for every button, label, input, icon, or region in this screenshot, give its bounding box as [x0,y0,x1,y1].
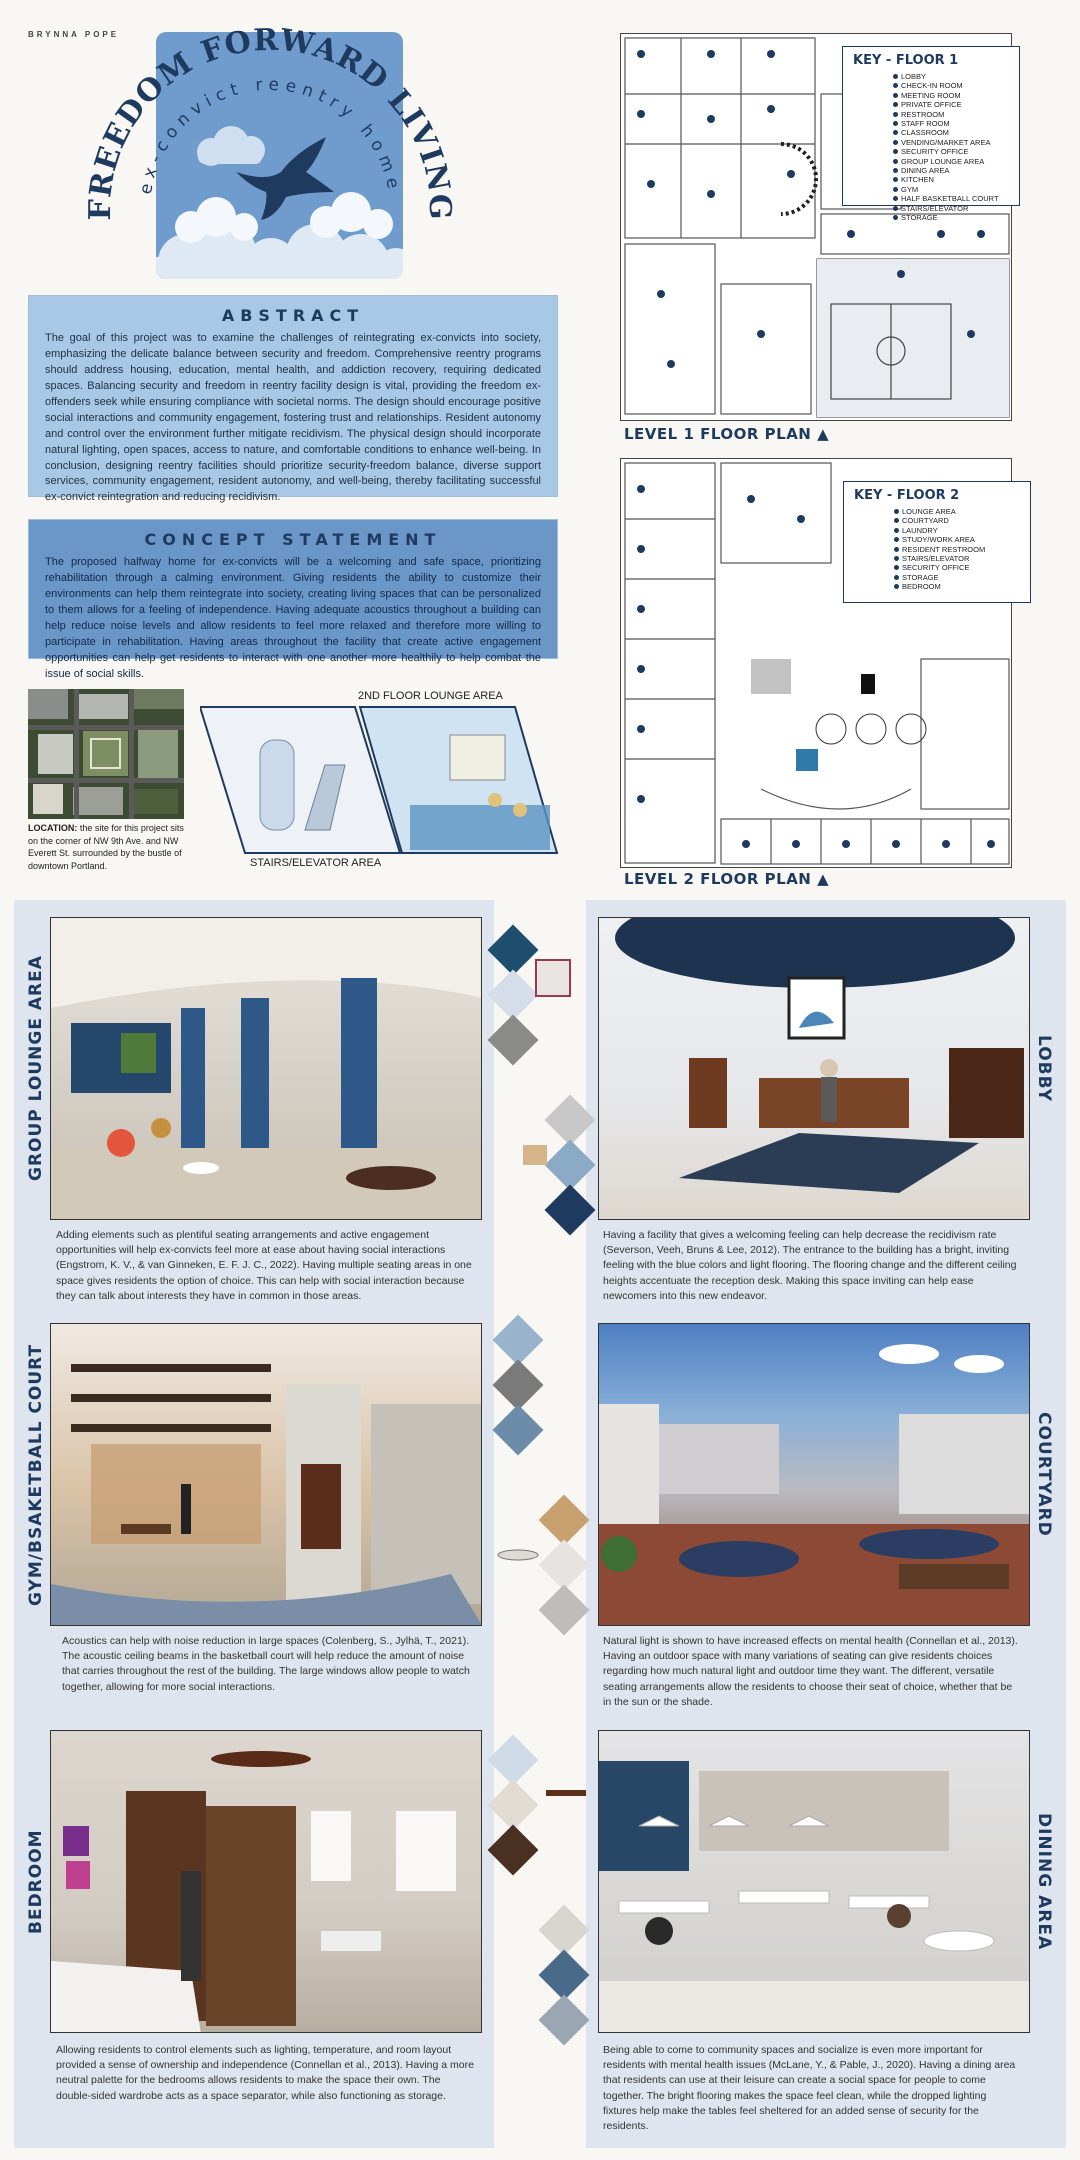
key-item: DINING AREA [893,166,1009,175]
courtyard-description: Natural light is shown to have increased effects on mental health (Connellan et al., 2013). Having an outdoor space with many variations of seating can give residents choices regarding how much natural light and outdoor time they want. The different, versatile seating arrangements allow the residents to choose their seat of choice, whether that be in the sun or the shade. [603,1635,1018,1708]
level1-title-text: LEVEL 1 FLOOR PLAN [624,425,812,443]
logo-title-text: FREEDOM FORWARD LIVING [82,22,458,220]
courtyard-label: COURTYARD [1034,1412,1054,1537]
level1-key-list [893,72,1009,223]
gym-label: GYM/BSAKETBALL COURT [26,1343,46,1606]
key-item: LOBBY [893,72,1009,81]
key-item: BEDROOM [894,582,1020,591]
site-caption-text: the site for this project sits on the corner of NW 9th Ave. and NW Everett St. surrounded by the bustle of downtown Portland. [28,823,184,871]
lounge-render [50,917,482,1220]
key-item: PRIVATE OFFICE [893,100,1009,109]
abstract-text: The goal of this project was to examine the challenges of reintegrating ex-convicts into society, emphasizing the delicate balance between security and freedom. Comprehensive reentry programs should address housing, education, mental health, and addiction recovery, requiring dedicated spaces. Balancing security and freedom in reentry facility design is vital, providing the freedom ex-offenders seek while ensuring compliance with societal norms. The design should encourage positive social interactions and community engagement, fostering trust and relationships. Resident autonomy and control over the environment further mitigate recidivism. The physical design should incorporate natural lighting, open spaces, access to nature, and comfortable conditions to enhance well-being. In conclusion, designing reentry facilities should prioritize security-freedom balance, diverse support services, community engagement, resident autonomy, and well-being, thereby facilitating successful ex-convict reintegration and reducing recidivism. [45,332,541,504]
lounge-description: Adding elements such as plentiful seating arrangements and active engagement opportunities will help ex-convicts feel more at ease about having social interactions (Engstrom, K. V., & van Ginneken, E. F. J. C., 2022). Having multiple seating areas in one space gives residents the option of choice. This can help with social interaction because they can talk about interests they have in common in those areas. [56,1229,472,1302]
key-item: MEETING ROOM [893,91,1009,100]
level1-key [842,46,1020,223]
key-item: STORAGE [893,213,1009,222]
key-item: STORAGE [894,573,1020,582]
lounge-sketch-label: 2ND FLOOR LOUNGE AREA [358,690,503,702]
sketch-images [200,705,560,855]
key-item: STUDY/WORK AREA [894,535,1020,544]
author-name: BRYNNA POPE [28,30,120,39]
north-arrow-icon: ▲ [817,425,830,443]
site-caption-label: LOCATION: [28,823,78,833]
lobby-render [598,917,1030,1220]
key-item: GROUP LOUNGE AREA [893,157,1009,166]
level2-key [843,481,1031,603]
dining-render [598,1730,1030,2033]
courtyard-render [598,1323,1030,1626]
abstract-heading: ABSTRACT [221,306,365,325]
key-item: GYM [893,185,1009,194]
key-item: SECURITY OFFICE [894,563,1020,572]
key-item: COURTYARD [894,516,1020,525]
key-item: HALF BASKETBALL COURT [893,194,1009,203]
site-caption [28,822,188,872]
concept-panel [28,519,558,680]
key-item: STAIRS/ELEVATOR [893,204,1009,213]
level2-key-title: KEY - FLOOR 2 [854,488,960,503]
bedroom-render [50,1730,482,2033]
key-item: KITCHEN [893,175,1009,184]
lounge-label: GROUP LOUNGE AREA [26,955,46,1182]
concept-heading: CONCEPT STATEMENT [144,530,442,549]
abstract-panel [28,295,558,504]
dining-description: Being able to come to community spaces and socialize is even more important for residents with mental health issues (McLane, Y., & Pable, J., 2020). Having a dining area that residents can use at their leisure can create a social space for people to come together. The bright flooring makes the space feel clean, while the dropped lighting fixtures help make the tables feel sheltered for an added sense of security for the residents. [603,2044,1016,2133]
key-item: STAIRS/ELEVATOR [894,554,1020,563]
key-item: LAUNDRY [894,526,1020,535]
site-aerial-image [28,689,184,819]
level1-key-title: KEY - FLOOR 1 [853,53,959,68]
key-item: RESIDENT RESTROOM [894,545,1020,554]
stairs-sketch-label: STAIRS/ELEVATOR AREA [250,857,382,869]
level2-title [624,870,829,888]
level1-title [624,425,829,443]
gym-render [50,1323,482,1626]
key-item: RESTROOM [893,110,1009,119]
concept-text: The proposed halfway home for ex-convicts will be a welcoming and safe space, prioritizing rehabilitation through a calming environment. Giving residents the ability to customize their environments can help them reintegrate into society, creating living spaces that can be personalized to them allows for a feeling of independence. Having adequate acoustics throughout a building can help reduce noise levels and allow residents to feel more relaxed and therefore more willing to participate in rehabilitation. Having areas throughout the facility that create active engagement opportunities can help get residents to interact with one another more healthily to help combat the issue of social skills. [45,556,541,680]
key-item: STAFF ROOM [893,119,1009,128]
svg-text:ex-convict reentry home [136,75,404,196]
dining-label: DINING AREA [1034,1812,1054,1951]
key-item: SECURITY OFFICE [893,147,1009,156]
bedroom-label: BEDROOM [26,1829,46,1934]
bedroom-description: Allowing residents to control elements such as lighting, temperature, and room layout provided a sense of ownership and independence (Connellan et al., 2013). Having a more neutral palette for the bedrooms allows residents to make the space their own. The double-sided wardrobe acts as a space separator, while also functioning as storage. [56,2044,474,2102]
level2-key-list [894,507,1020,592]
level2-title-text: LEVEL 2 FLOOR PLAN [624,870,812,888]
logo-title [60,20,480,220]
north-arrow-icon: ▲ [817,870,830,888]
gym-description: Acoustics can help with noise reduction in large spaces (Colenberg, S., Jylhä, T., 2021). The acoustic ceiling beams in the basketball court will help reduce the amount of noise that carries throughout the rest of the building. The large windows allow people to watch together, allowing for more social interactions. [62,1635,470,1693]
lobby-label: LOBBY [1034,1035,1054,1102]
key-item: CHECK-IN ROOM [893,81,1009,90]
key-item: CLASSROOM [893,128,1009,137]
lobby-description: Having a facility that gives a welcoming feeling can help decrease the recidivism rate (Severson, Veeh, Bruns & Lee, 2012). The entrance to the building has a bright, inviting feeling with the blue colors and light flooring. The flooring change and the different ceiling heights accentuate the reception desk. Making this space inviting can help ease newcomers into this new endeavor. [603,1229,1017,1302]
material-swatches [478,920,602,2120]
key-item: VENDING/MARKET AREA [893,138,1009,147]
logo-subtitle-text: ex-convict reentry home [135,74,405,196]
key-item: LOUNGE AREA [894,507,1020,516]
